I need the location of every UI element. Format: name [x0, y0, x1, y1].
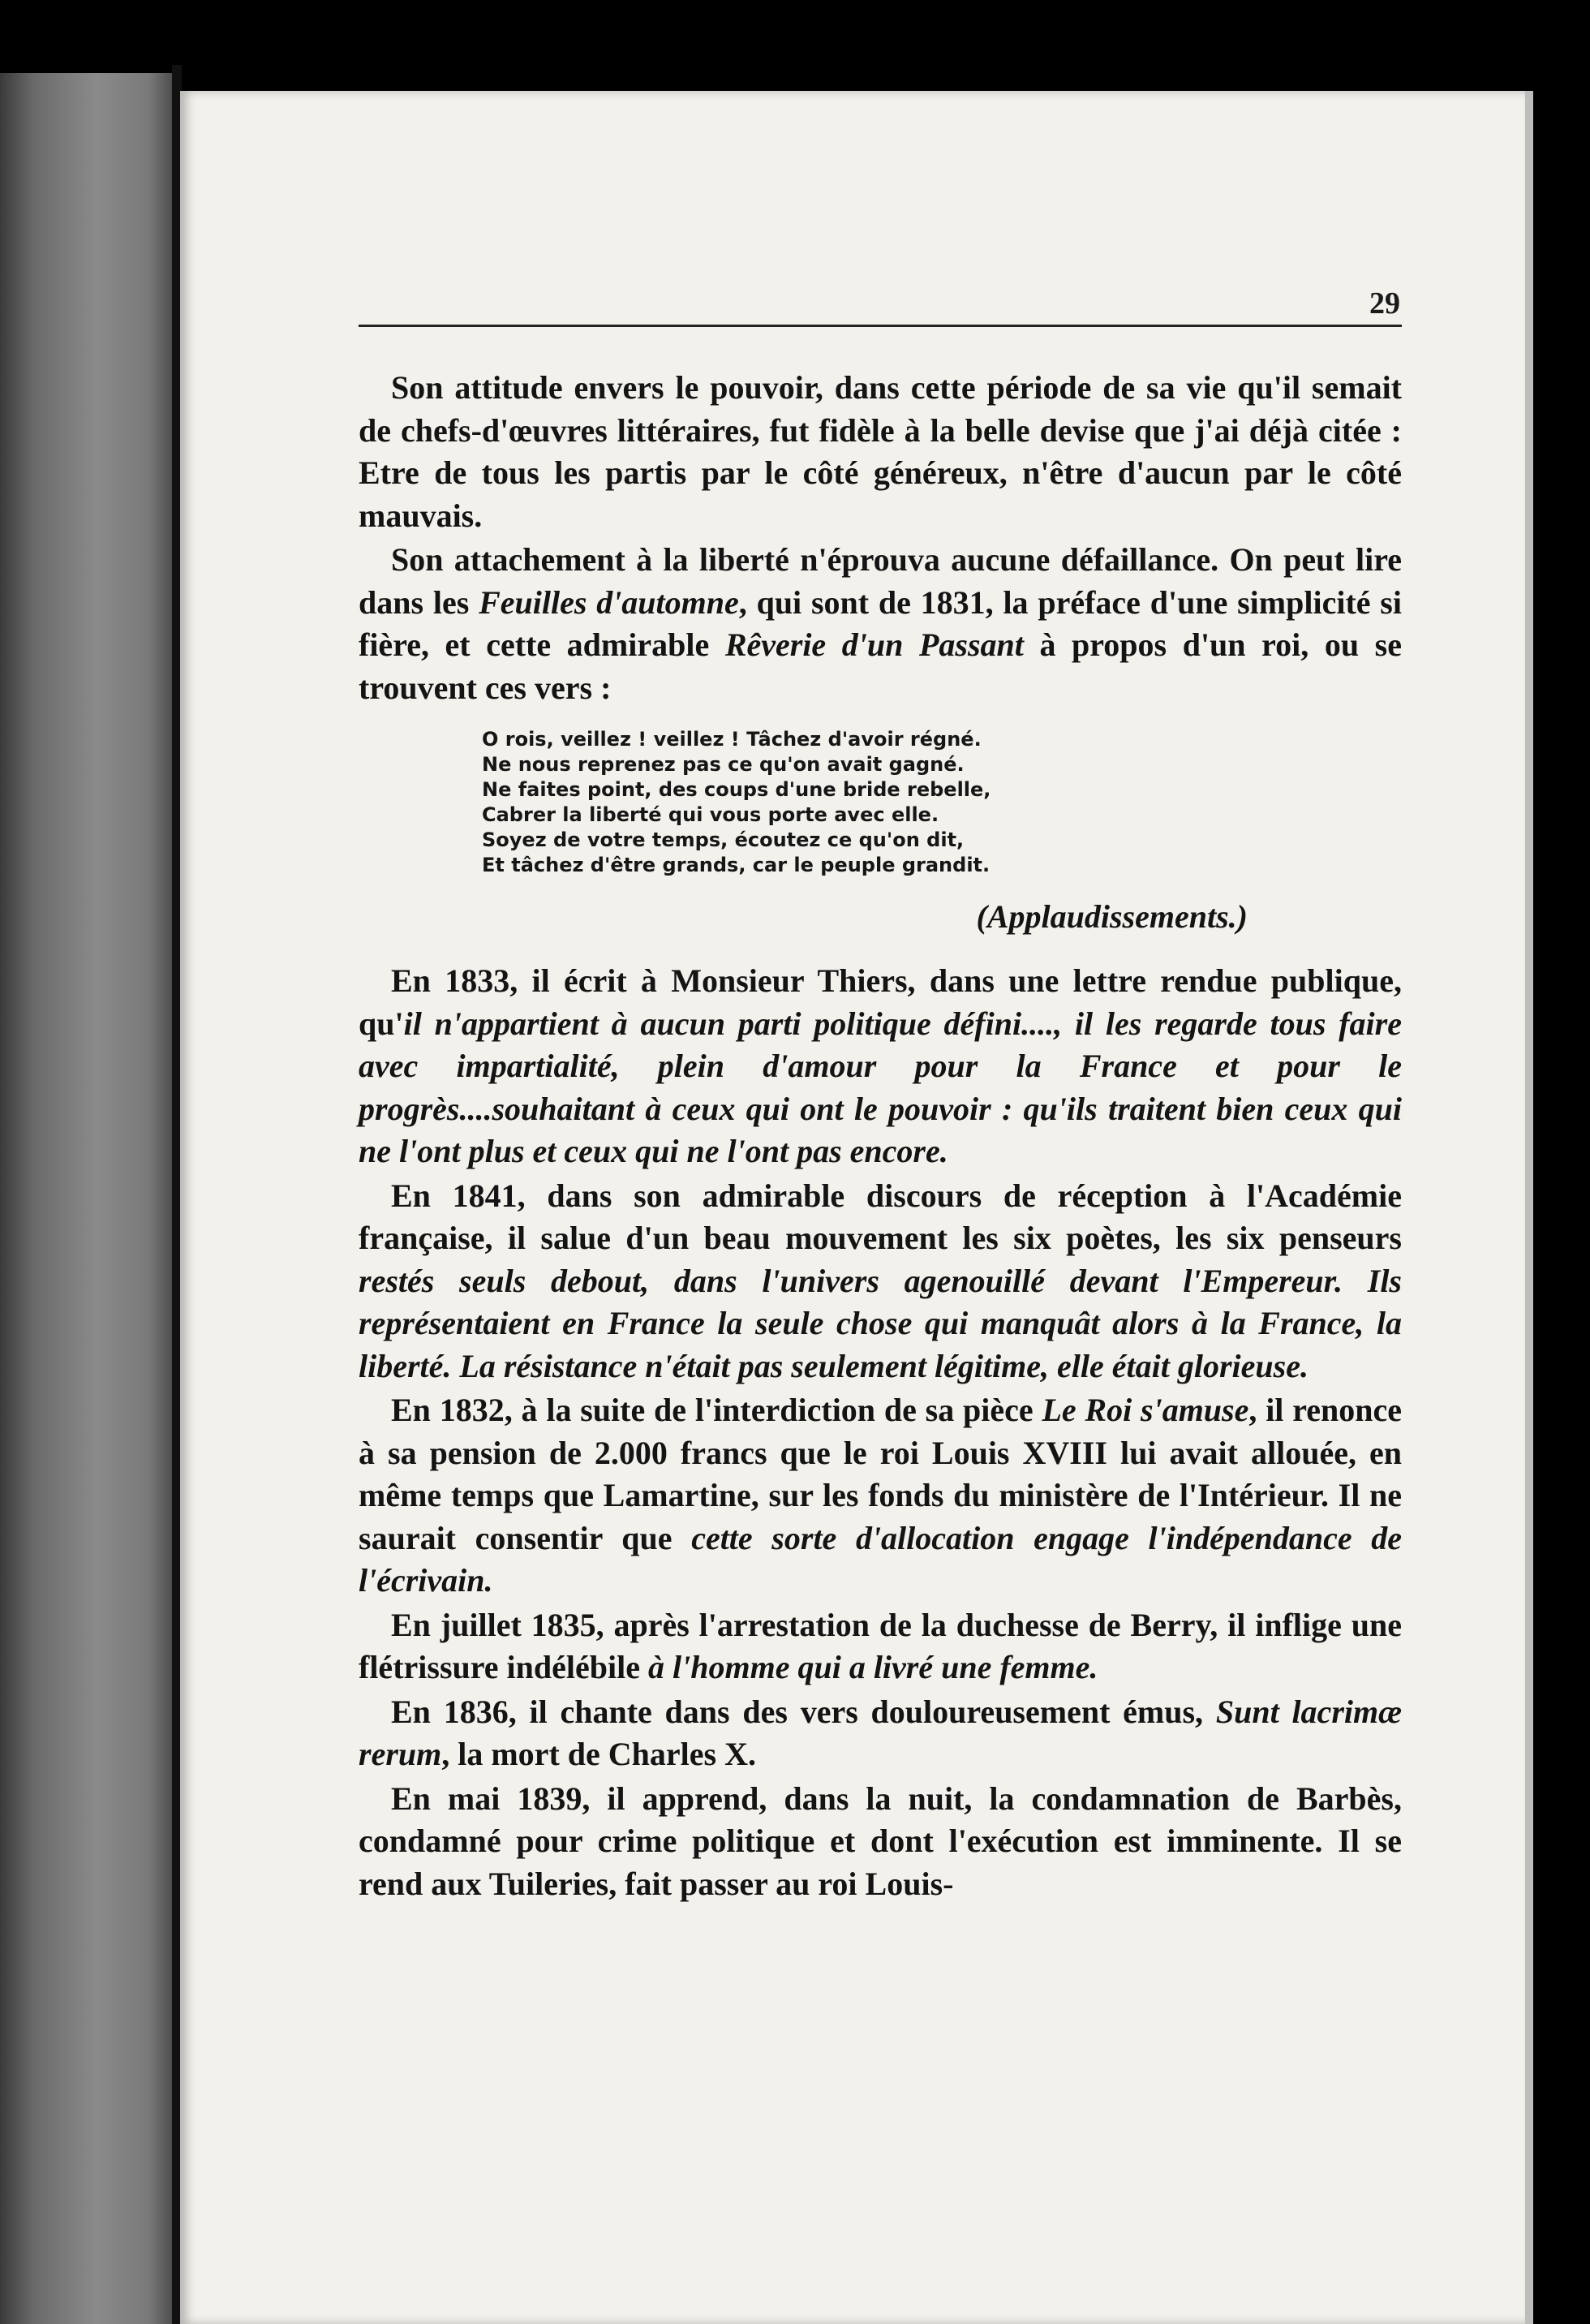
- page-body: [359, 367, 1402, 1905]
- text-run: , il renonce à sa pension de 2.000 francs que le roi Louis XVIII lui avait allouée, en même temps que Lamartine, sur les fonds du ministère de l'Intérieur. Il ne saurait consentir que: [359, 1392, 1403, 1556]
- text-run: En 1832, à la suite de l'interdiction de sa pièce: [391, 1392, 1042, 1428]
- paragraph: [359, 539, 1402, 709]
- applause-note: (Applaudissements.): [976, 898, 1248, 935]
- italic-quote: cette sorte d'allocation engage l'indépendance de l'écrivain.: [359, 1519, 1403, 1599]
- page-number: 29: [1369, 286, 1400, 321]
- paragraph: [359, 1389, 1402, 1603]
- paragraph: En mai 1839, il apprend, dans la nuit, la condamnation de Barbès, condamné pour crime politique et dont l'exécution est imminente. Il se rend aux Tuileries, fait passer au roi Louis-: [359, 1780, 1402, 1902]
- italic-title: Le Roi s'amuse: [1042, 1392, 1249, 1428]
- verse-line: Et tâchez d'être grands, car le peuple grandit.: [482, 854, 991, 876]
- text-run: Son attachement à la liberté n'éprouva aucune défaillance. On peut lire dans les: [359, 541, 1402, 621]
- paragraph: [359, 1691, 1402, 1776]
- italic-quote: il n'appartient à aucun parti politique défini...., il les regarde tous faire avec impartialité, plein d'amour pour la France et pour le progrès....souhaitant à ceux qui ont le pouvoir : qu'ils traitent bien ceux qui ne l'ont plus et ceux qui ne l'ont pas encore.: [359, 1005, 1402, 1169]
- verse-line: Cabrer la liberté qui vous porte avec elle.: [482, 803, 939, 826]
- text-run: , qui sont de 1831, la préface d'une simplicité si fière, et cette admirable: [359, 583, 1402, 663]
- paragraph: [359, 1175, 1402, 1388]
- italic-title: Sunt lacrimæ rerum: [359, 1693, 1402, 1772]
- text-run: En juillet 1835, après l'arrestation de la duchesse de Berry, il inflige une flétrissure indélébile: [359, 1606, 1402, 1685]
- scan-left-margin: [0, 73, 174, 2324]
- italic-quote: à l'homme qui a livré une femme.: [648, 1649, 1098, 1685]
- page-edge: [1525, 91, 1533, 2324]
- paragraph: [359, 960, 1402, 1173]
- text-run: , la mort de Charles X.: [441, 1736, 756, 1772]
- italic-title: Feuilles d'automne: [479, 583, 739, 621]
- header-rule: [359, 325, 1402, 327]
- verse-line: Soyez de votre temps, écoutez ce qu'on dit,: [482, 828, 965, 851]
- text-run: En 1841, dans son admirable discours de réception à l'Académie française, il salue d'un beau mouvement les six poètes, les six penseurs: [359, 1177, 1402, 1256]
- text-run: En 1833, il écrit à Monsieur Thiers, dans une lettre rendue publique, qu': [359, 962, 1402, 1042]
- text-run: [1343, 1263, 1368, 1299]
- italic-title: Rêverie d'un Passant: [724, 626, 1024, 663]
- italic-quote: restés seuls debout, dans l'univers agenouillé devant l'Empereur.: [359, 1262, 1343, 1299]
- paragraph: Son attitude envers le pouvoir, dans cette période de sa vie qu'il semait de chefs-d'œuvres littéraires, fut fidèle à la belle devise que j'ai déjà citée : Etre de tous les partis par le côté généreux, n'être d'aucun par le côté mauvais.: [359, 369, 1402, 534]
- verse-line: O rois, veillez ! veillez ! Tâchez d'avoir régné.: [482, 728, 982, 751]
- italic-quote: Ils représentaient en France la seule chose qui manquât alors à la France, la liberté. La résistance n'était pas seulement légitime, elle était glorieuse.: [359, 1262, 1402, 1384]
- text-run: à propos d'un roi, ou se trouvent ces vers :: [359, 626, 1402, 706]
- paragraph: [359, 1604, 1402, 1689]
- text-run: En 1836, il chante dans des vers douloureusement émus,: [391, 1693, 1216, 1730]
- verse-quote: [482, 727, 1402, 878]
- verse-line: Ne nous reprenez pas ce qu'on avait gagné.: [482, 753, 965, 776]
- verse-line: Ne faites point, des coups d'une bride rebelle,: [482, 778, 991, 801]
